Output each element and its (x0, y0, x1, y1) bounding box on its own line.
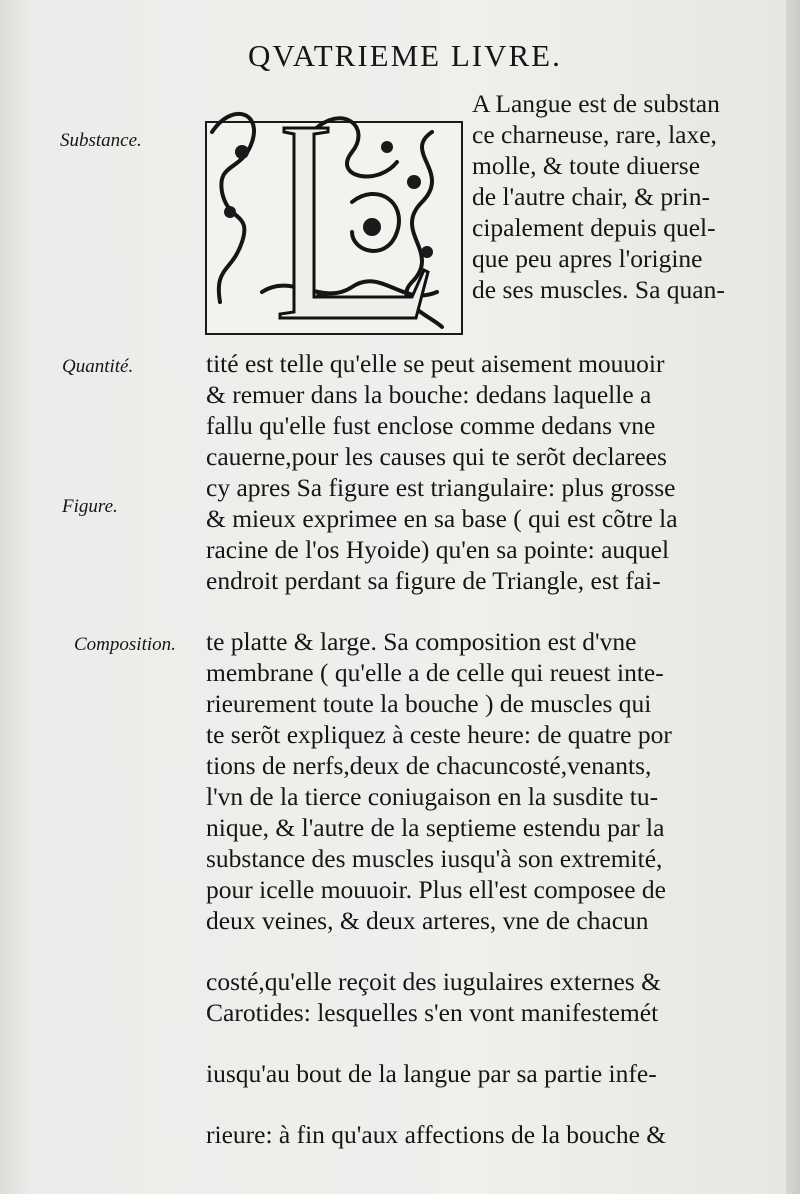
running-head: QVATRIEME LIVRE. (248, 38, 562, 73)
margin-note-substance: Substance. (60, 130, 142, 151)
text-line: l'vn de la tierce coniugaison en la susdite tu- (206, 782, 659, 811)
text-line: deux veines, & deux arteres, vne de chacun (206, 906, 649, 935)
text-line: racine de l'os Hyoide) qu'en sa pointe: auquel (206, 535, 670, 564)
text-line: endroit perdant sa figure de Triangle, est fai- (206, 566, 661, 595)
text-line: fallu qu'elle fust enclose comme dedans vne (206, 411, 656, 440)
text-line: iusqu'au bout de la langue par sa partie infe- (206, 1059, 657, 1088)
margin-note-quantite: Quantité. (62, 356, 134, 377)
margin-note-figure: Figure. (62, 496, 118, 517)
decorated-initial-l (202, 92, 468, 338)
text-line: de l'autre chair, & prin- (472, 182, 710, 211)
text-line: rieure: à fin qu'aux affections de la bouche & (206, 1120, 667, 1149)
text-line: que peu apres l'origine (472, 244, 703, 273)
text-line: tité est telle qu'elle se peut aisement mouuoir (206, 349, 665, 378)
text-line: rieurement toute la bouche ) de muscles qui (206, 689, 652, 718)
text-line: tions de nerfs,deux de chacuncosté,venants, (206, 751, 652, 780)
text-line: & remuer dans la bouche: dedans laquelle a (206, 380, 652, 409)
text-line: Carotides: lesquelles s'en vont manifestemét (206, 998, 659, 1027)
text-line: & mieux exprimee en sa base ( qui est cõtre la (206, 504, 678, 533)
text-line: nique, & l'autre de la septieme estendu par la (206, 813, 665, 842)
ornamental-initial-icon (202, 92, 468, 338)
text-line: cipalement depuis quel- (472, 213, 716, 242)
text-line: pour icelle mouuoir. Plus ell'est composee de (206, 875, 666, 904)
page-edge (786, 0, 800, 1194)
text-line: cauerne,pour les causes qui te serõt declarees (206, 442, 667, 471)
margin-note-composition: Composition. (74, 634, 176, 655)
text-line: de ses muscles. Sa quan- (472, 275, 725, 304)
text-line: membrane ( qu'elle a de celle qui reuest inte- (206, 658, 664, 687)
text-line: te serõt expliquez à ceste heure: de quatre por (206, 720, 672, 749)
text-line: cy apres Sa figure est triangulaire: plus grosse (206, 473, 676, 502)
text-line: te platte & large. Sa composition est d'vne (206, 627, 637, 656)
text-line: costé,qu'elle reçoit des iugulaires externes & (206, 967, 661, 996)
text-line: ce charneuse, rare, laxe, (472, 120, 717, 149)
text-line: A Langue est de substan (472, 89, 720, 118)
text-line: substance des muscles iusqu'à son extremité, (206, 844, 663, 873)
text-line: molle, & toute diuerse (472, 151, 701, 180)
